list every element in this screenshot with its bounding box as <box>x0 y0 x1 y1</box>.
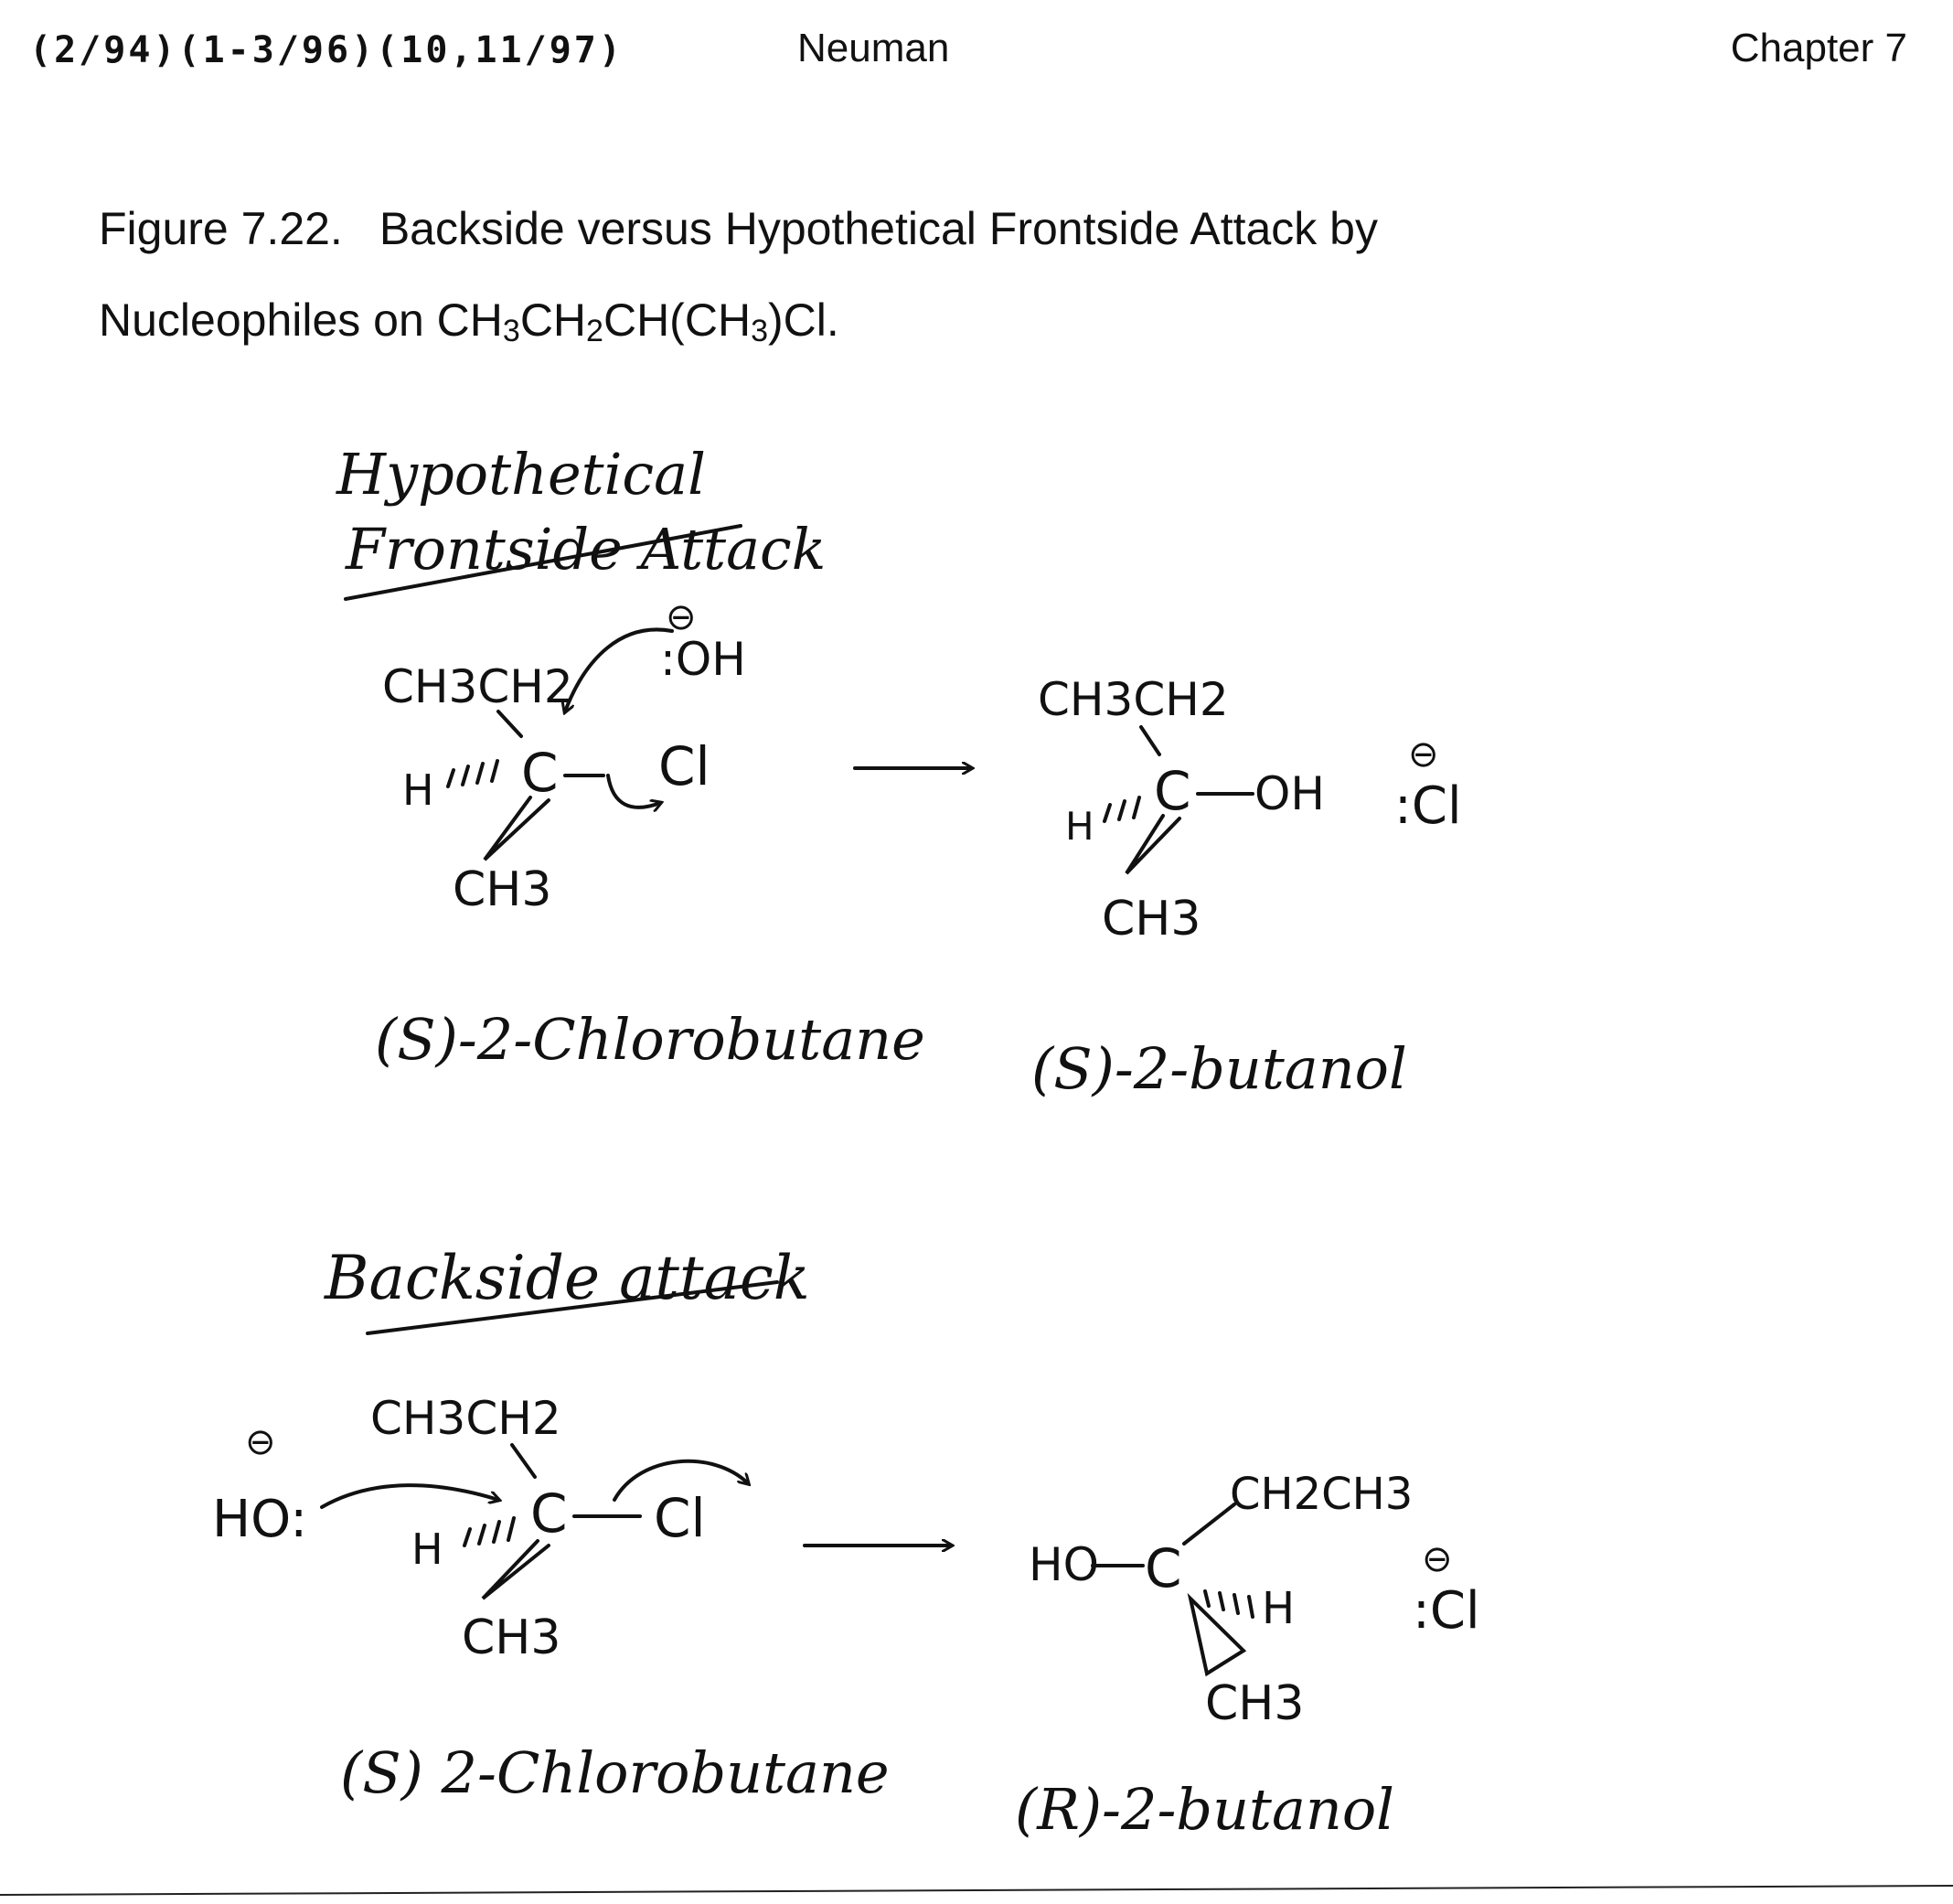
author-name: Neuman <box>797 26 950 70</box>
bond-line <box>512 1445 535 1477</box>
caption-text: Nucleophiles on CH <box>99 294 503 346</box>
hashed-bond <box>448 761 497 786</box>
backside-product-name: (R)-2-butanol <box>1015 1776 1394 1843</box>
frontside-product-oh: OH <box>1254 767 1325 820</box>
frontside-leaving-group: :Cl <box>1394 776 1462 836</box>
figure-title-line1: Backside versus Hypothetical Frontside Attack by <box>379 203 1378 254</box>
wedge-bond <box>1126 816 1179 873</box>
backside-product-carbon: C <box>1145 1537 1182 1599</box>
backside-reactant-bottom: CH3 <box>462 1610 561 1665</box>
backside-attack-arrow <box>322 1485 498 1507</box>
backside-reactant-carbon: C <box>530 1482 568 1545</box>
figure-number: Figure 7.22. <box>99 203 343 254</box>
frontside-cl-charge: ⊖ <box>1408 733 1439 776</box>
frontside-product-h: H <box>1065 804 1094 849</box>
caption-text: )Cl. <box>767 294 839 346</box>
backside-heading: Backside attack <box>325 1243 810 1313</box>
frontside-product-carbon: C <box>1154 760 1191 822</box>
caption-text: CH <box>519 294 587 346</box>
subscript: 3 <box>502 314 520 348</box>
frontside-reactant-cl: Cl <box>658 735 710 797</box>
backside-reactant-cl: Cl <box>654 1487 706 1549</box>
hashed-bond <box>1205 1591 1253 1617</box>
wedge-bond <box>483 1541 549 1599</box>
frontside-product-top: CH3CH2 <box>1038 673 1229 726</box>
frontside-attack-arrow <box>565 629 672 711</box>
frontside-reactant-carbon: C <box>521 742 559 804</box>
revision-dates: (2/94)(1-3/96)(10,11/97) <box>29 29 624 71</box>
page-bottom-rule <box>0 1886 1953 1895</box>
bond-line <box>1141 727 1159 754</box>
bond-line <box>1184 1504 1234 1544</box>
hashed-bond <box>1105 797 1139 821</box>
backside-product-top-right: CH2CH3 <box>1230 1469 1414 1520</box>
subscript: 3 <box>751 314 768 348</box>
backside-product-h: H <box>1262 1583 1296 1634</box>
backside-reactant-name: (S) 2-Chlorobutane <box>340 1739 890 1806</box>
bond-line <box>498 711 521 736</box>
backside-product-bottom: CH3 <box>1205 1676 1305 1731</box>
hashed-bond <box>464 1518 514 1546</box>
frontside-reactant-top: CH3CH2 <box>382 660 573 713</box>
subscript: 2 <box>586 314 603 348</box>
backside-nucleophile: HO: <box>212 1490 308 1549</box>
frontside-product-bottom: CH3 <box>1102 892 1201 947</box>
backside-nucleophile-charge: ⊖ <box>245 1421 276 1463</box>
frontside-product-name: (S)-2-butanol <box>1031 1035 1407 1102</box>
backside-product-ho: HO <box>1029 1538 1099 1591</box>
frontside-leaving-arrow <box>608 776 660 808</box>
frontside-nucleophile: :OH <box>660 633 746 686</box>
frontside-reactant-bottom: CH3 <box>453 862 552 917</box>
chapter-label: Chapter 7 <box>1730 26 1907 70</box>
wedge-bond <box>485 797 549 860</box>
frontside-reactant-name: (S)-2-Chlorobutane <box>375 1006 925 1073</box>
frontside-reactant-h: H <box>402 765 434 815</box>
backside-reactant-top: CH3CH2 <box>370 1392 561 1445</box>
frontside-heading-line2: Frontside Attack <box>346 516 827 583</box>
frontside-heading-line1: Hypothetical <box>336 441 706 508</box>
backside-leaving-group: :Cl <box>1413 1581 1480 1641</box>
backside-cl-charge: ⊖ <box>1422 1538 1453 1580</box>
caption-text: CH(CH <box>603 294 752 346</box>
frontside-oh-charge: ⊖ <box>666 596 697 638</box>
backside-reactant-h: H <box>411 1524 443 1574</box>
